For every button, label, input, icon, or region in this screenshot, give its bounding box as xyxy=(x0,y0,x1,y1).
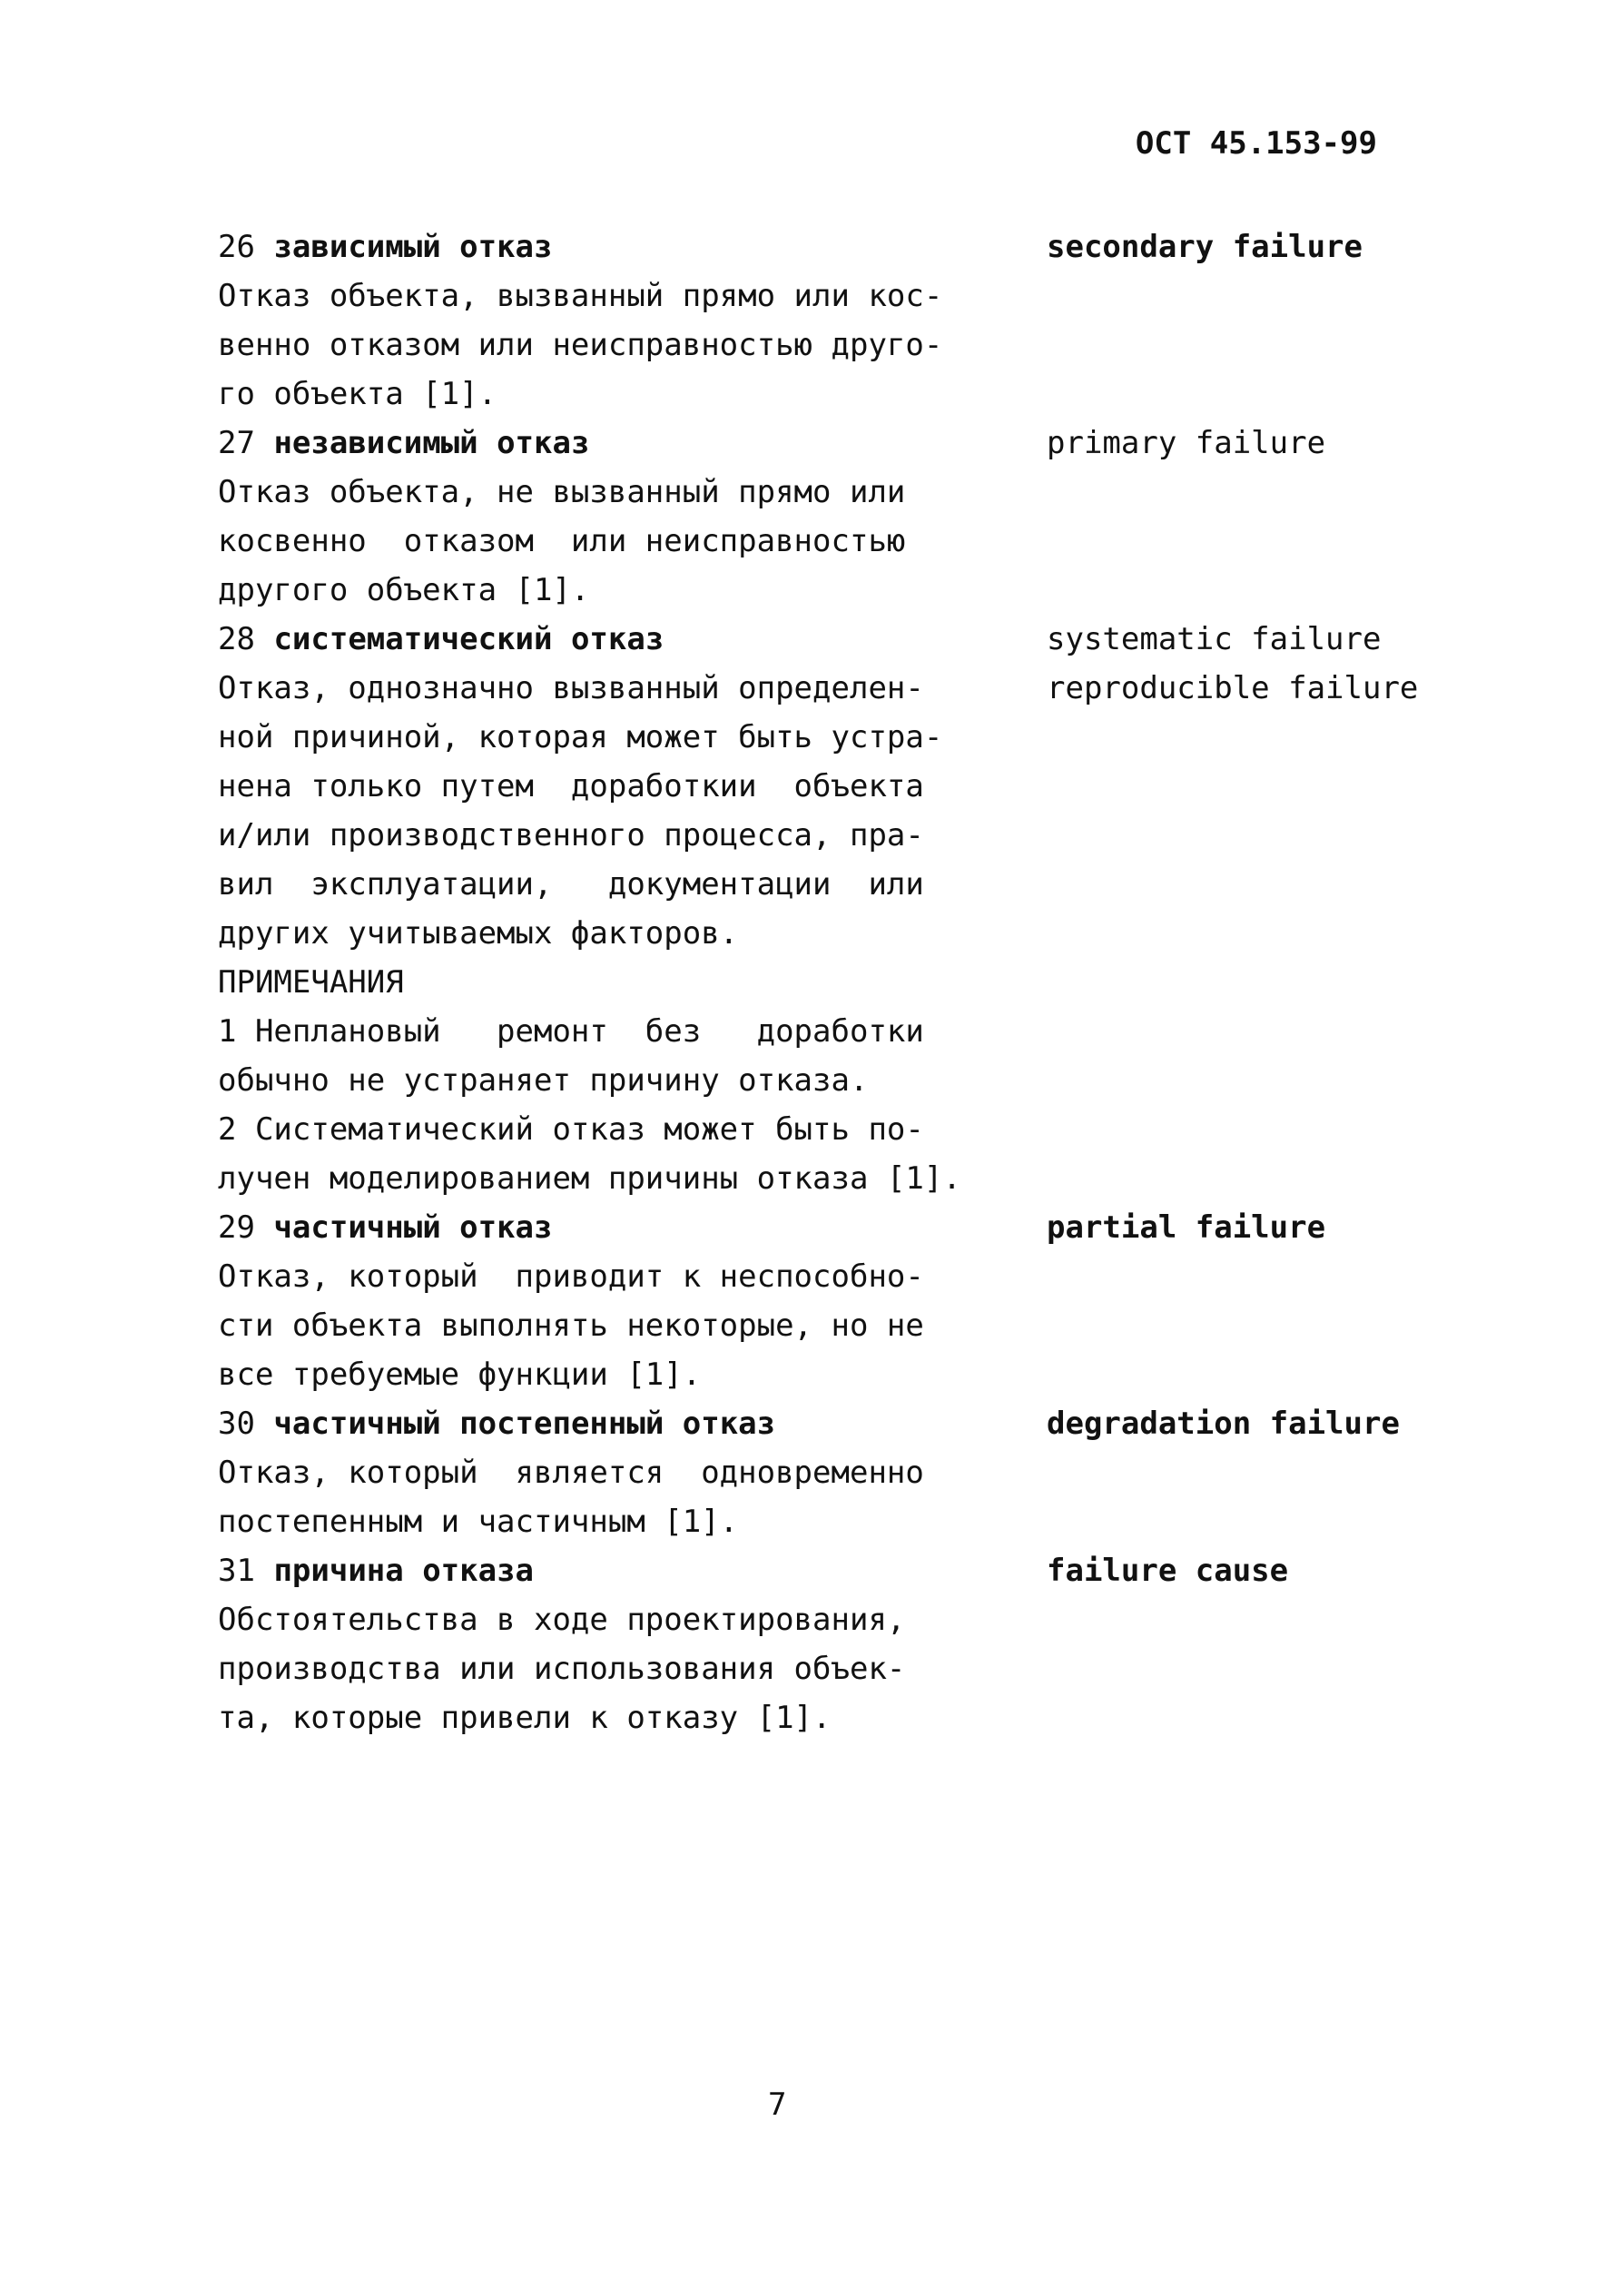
page-number: 7 xyxy=(768,2087,787,2123)
term-entry-29 xyxy=(218,1203,1434,1399)
english-term: partial failure xyxy=(1047,1209,1326,1246)
definition-line: ной причиной, которая может быть устра- xyxy=(218,719,943,755)
english-term: degradation failure xyxy=(1047,1406,1400,1442)
english-term: systematic failure xyxy=(1047,621,1382,657)
term-heading xyxy=(218,615,999,664)
note-line: 1 Неплановый ремонт без доработки xyxy=(218,1013,924,1050)
term-entry-31 xyxy=(218,1546,1434,1742)
term-number: 30 xyxy=(218,1406,255,1442)
term-name: систематический отказ xyxy=(273,621,664,657)
term-number: 28 xyxy=(218,621,255,657)
definition-line: Отказ, который является одновременно xyxy=(218,1455,924,1491)
definition-line: Отказ объекта, не вызванный прямо или xyxy=(218,474,906,510)
definition-line: и/или производственного процесса, пра- xyxy=(218,817,924,853)
note-line: обычно не устраняет причину отказа. xyxy=(218,1062,869,1099)
term-number: 26 xyxy=(218,229,255,265)
definition-line: косвенно отказом или неисправностью xyxy=(218,523,906,559)
definition-line: та, которые привели к отказу [1]. xyxy=(218,1700,832,1736)
term-name: независимый отказ xyxy=(273,425,590,461)
term-number: 29 xyxy=(218,1209,255,1246)
definition-line: сти объекта выполнять некоторые, но не xyxy=(218,1307,924,1344)
english-term: primary failure xyxy=(1047,425,1326,461)
definition-line: производства или использования объек- xyxy=(218,1651,906,1687)
term-heading xyxy=(218,222,999,271)
term-heading xyxy=(218,1399,999,1448)
terms-list xyxy=(218,222,1434,1742)
definition-line: Отказ объекта, вызванный прямо или кос- xyxy=(218,278,943,314)
definition-line: Отказ, однозначно вызванный определен- xyxy=(218,670,924,706)
definition-line: другого объекта [1]. xyxy=(218,572,590,608)
definition-line: нена только путем доработкии объекта xyxy=(218,768,924,804)
definition-line: венно отказом или неисправностью друго- xyxy=(218,327,943,363)
notes-heading: ПРИМЕЧАНИЯ xyxy=(218,964,404,1001)
note-line: лучен моделированием причины отказа [1]. xyxy=(218,1160,961,1197)
definition-line: вил эксплуатации, документации или xyxy=(218,866,924,903)
definition-line: Отказ, который приводит к неспособно- xyxy=(218,1258,924,1295)
english-term: secondary failure xyxy=(1047,229,1363,265)
term-heading xyxy=(218,1203,999,1252)
definition-line: постепенным и частичным [1]. xyxy=(218,1504,739,1540)
term-entry-26 xyxy=(218,222,1434,419)
definition-line: Обстоятельства в ходе проектирования, xyxy=(218,1602,906,1638)
definition-line: других учитываемых факторов. xyxy=(218,915,739,952)
term-name: частичный постепенный отказ xyxy=(273,1406,776,1442)
term-heading xyxy=(218,1546,999,1595)
definition-line: все требуемые функции [1]. xyxy=(218,1357,702,1393)
term-name: причина отказа xyxy=(273,1553,535,1589)
term-number: 27 xyxy=(218,425,255,461)
term-name: зависимый отказ xyxy=(273,229,553,265)
term-entry-27 xyxy=(218,419,1434,615)
term-entry-28 xyxy=(218,615,1434,1203)
english-term: failure cause xyxy=(1047,1553,1289,1589)
term-number: 31 xyxy=(218,1553,255,1589)
term-name: частичный отказ xyxy=(273,1209,553,1246)
definition-line: го объекта [1]. xyxy=(218,376,497,412)
note-line: 2 Систематический отказ может быть по- xyxy=(218,1111,924,1148)
term-heading xyxy=(218,419,999,468)
english-term: reproducible failure xyxy=(1047,670,1419,706)
term-entry-30 xyxy=(218,1399,1434,1546)
document-code: ОСТ 45.153-99 xyxy=(1135,125,1377,162)
